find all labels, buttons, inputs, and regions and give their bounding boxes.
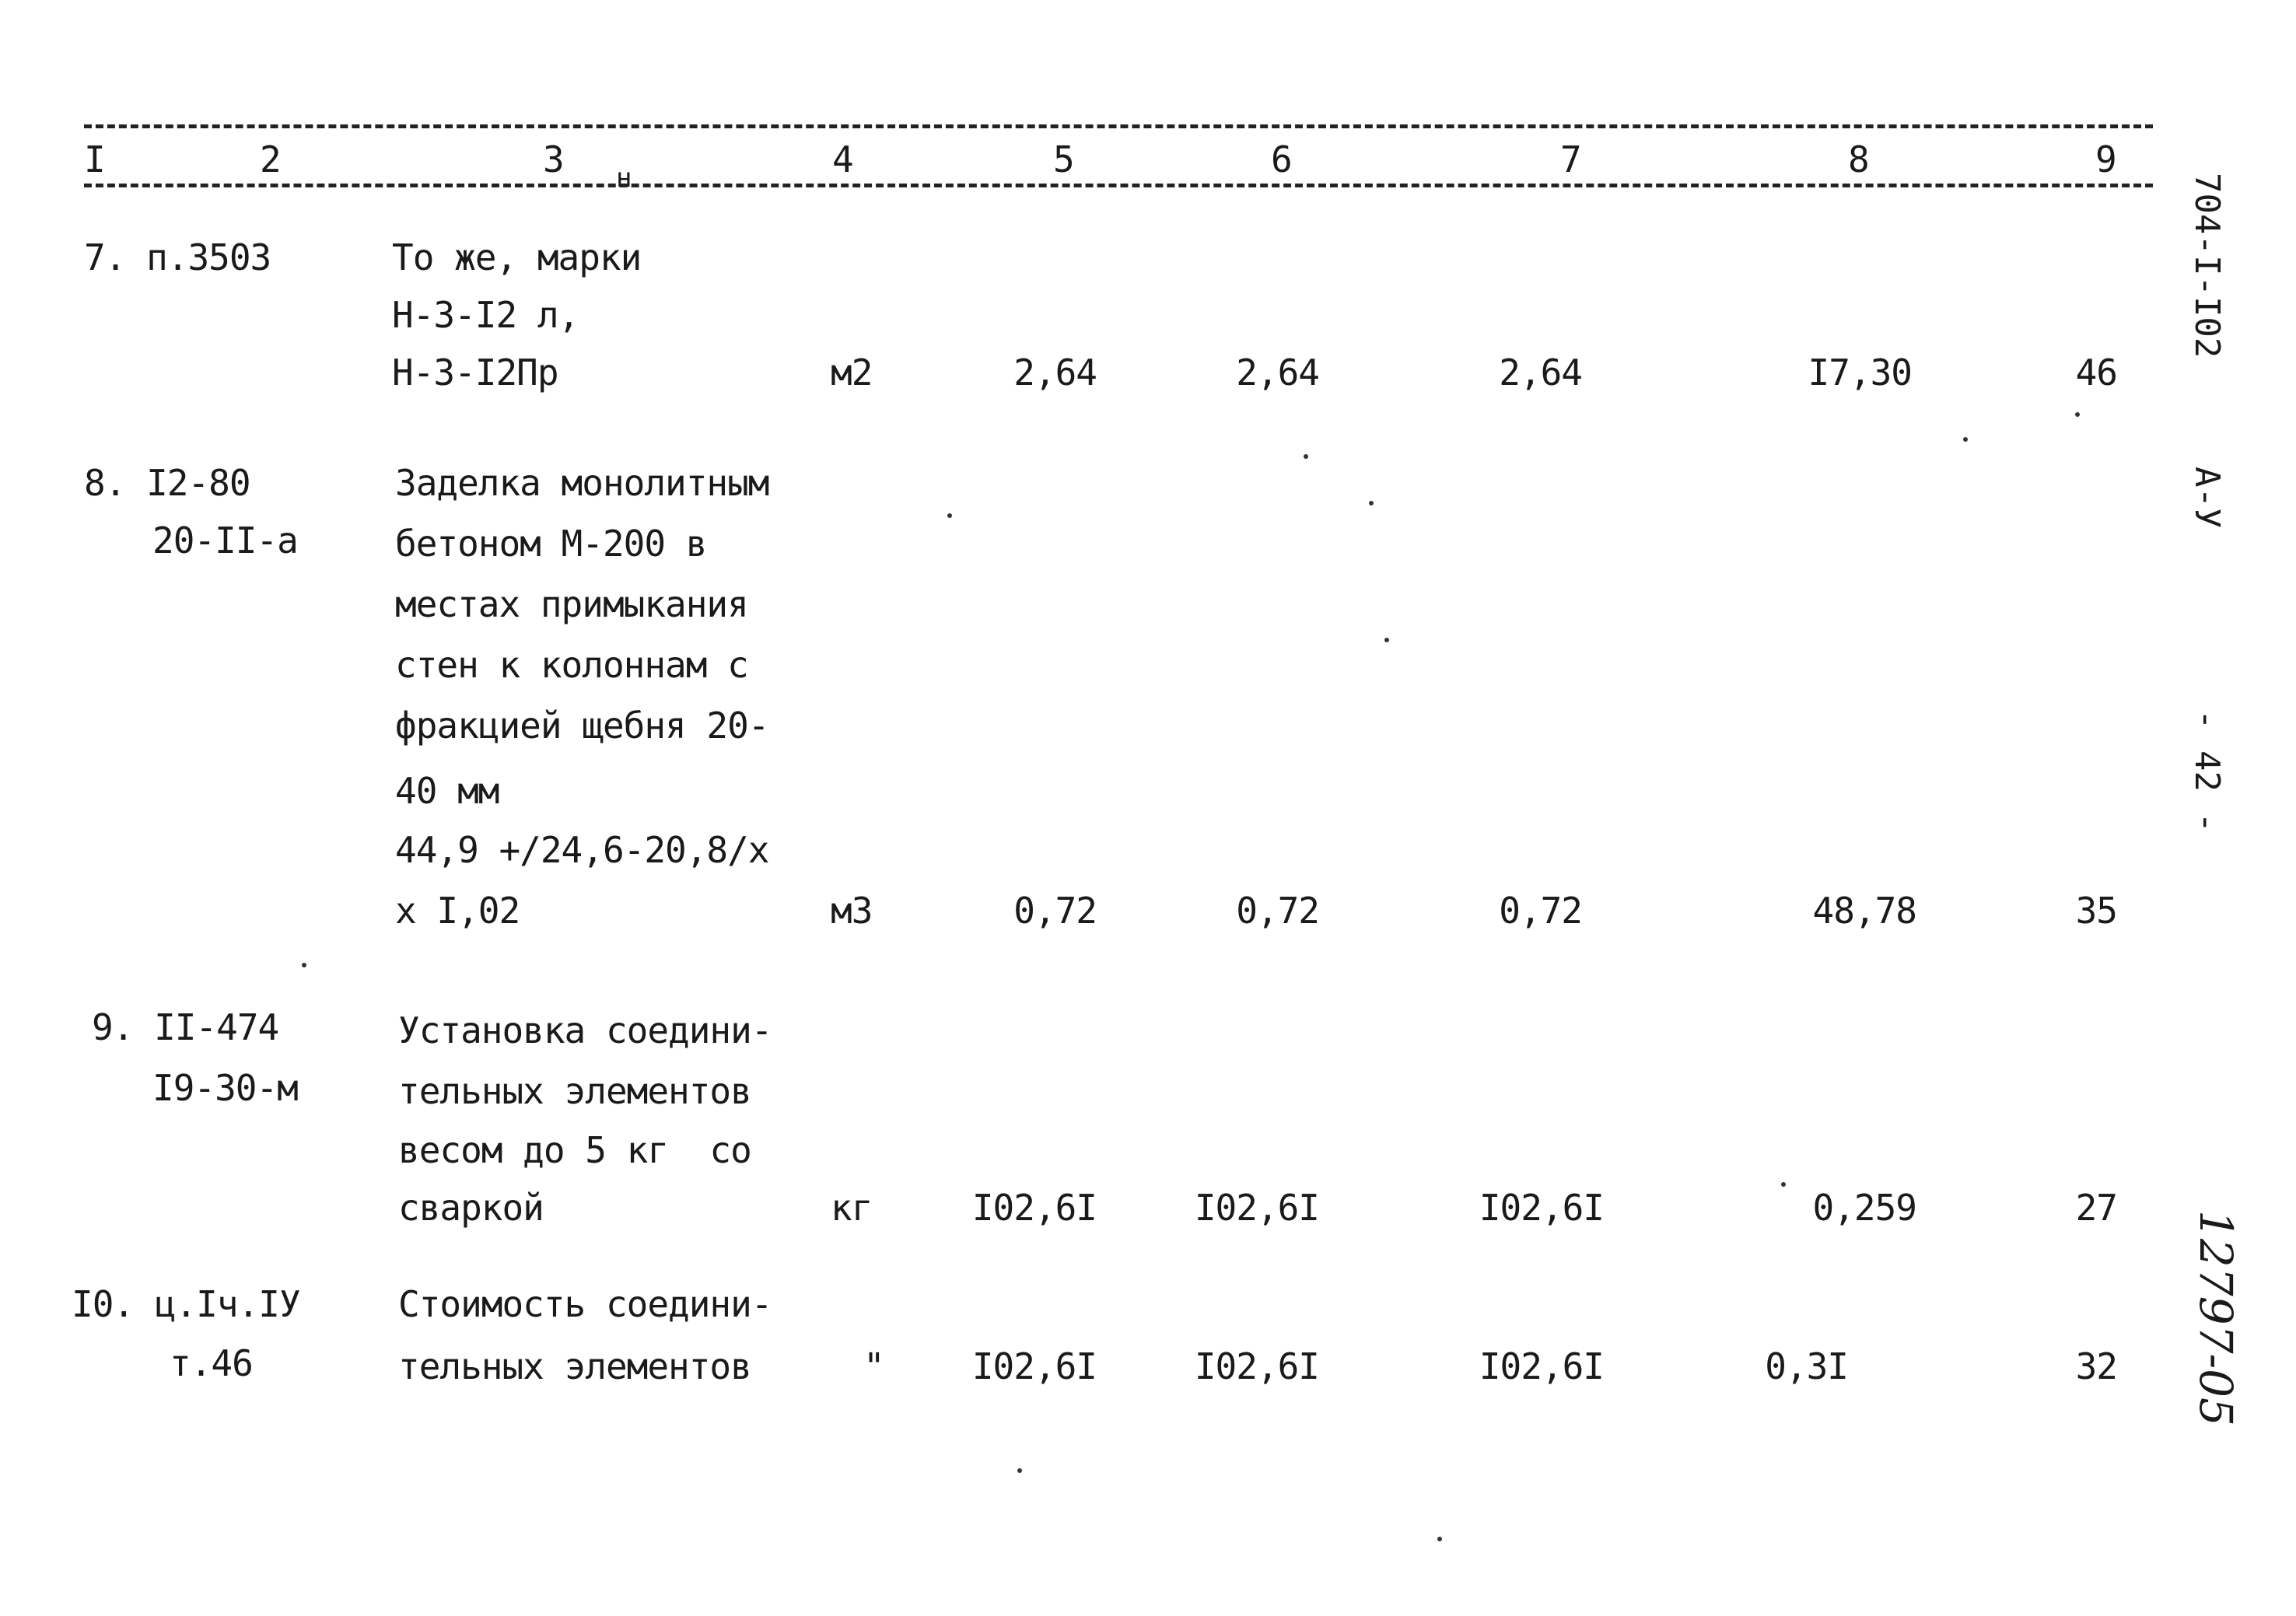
scan-speck [1963, 437, 1968, 442]
scan-speck [1437, 1537, 1442, 1541]
row-col6: I02,6I [1194, 1187, 1319, 1229]
row-unit: " [863, 1345, 884, 1387]
header-col-5: 5 [1053, 138, 1075, 180]
row-col6: 0,72 [1236, 890, 1319, 932]
row-number: 7. п.3503 [84, 236, 271, 278]
row-desc-line: весом до 5 кг со [398, 1129, 751, 1171]
row-unit: м2 [831, 352, 873, 394]
scan-speck [302, 963, 306, 967]
margin-doc-code: 704-I-I02 [2187, 173, 2227, 359]
row-code: I9-30-м [152, 1067, 298, 1109]
row-col9: 32 [2075, 1345, 2117, 1387]
header-col-4: 4 [832, 138, 854, 180]
header-col-3: 3 [543, 138, 565, 180]
margin-handwritten-number: 12797-05 [2189, 1210, 2242, 1426]
row-desc-line: тельных элементов [398, 1070, 751, 1112]
header-col-9: 9 [2095, 138, 2117, 180]
header-col-3-sub: н [616, 163, 632, 194]
row-unit: кг [831, 1187, 873, 1229]
header-col-8: 8 [1848, 138, 1870, 180]
scan-speck [1369, 501, 1374, 505]
row-desc-line: Заделка монолитным [395, 462, 769, 504]
row-col7: I02,6I [1479, 1187, 1604, 1229]
header-col-6: 6 [1271, 138, 1293, 180]
row-desc-line: Стоимость соедини- [398, 1283, 772, 1325]
row-desc-line: х I,02 [395, 890, 520, 932]
row-desc-line: 44,9 +/24,6-20,8/х [395, 829, 769, 871]
scan-speck [1384, 638, 1389, 642]
scan-speck [947, 513, 952, 518]
margin-album: А-У [2187, 467, 2227, 529]
row-col6: 2,64 [1236, 352, 1319, 394]
row-desc-line: То же, марки [392, 236, 642, 278]
row-number: 9. II-474 [92, 1006, 279, 1048]
row-desc-line: сваркой [398, 1187, 544, 1229]
row-desc-line: фракцией щебня 20- [395, 705, 769, 747]
header-col-1: I [84, 138, 106, 180]
row-desc-line: Н-3-I2 л, [392, 294, 579, 336]
scan-speck [1781, 1182, 1786, 1187]
row-col6: I02,6I [1194, 1345, 1319, 1387]
row-number: I0. ц.Iч.IУ [72, 1283, 300, 1325]
row-col8: 0,259 [1812, 1187, 1916, 1229]
row-col7: I02,6I [1479, 1345, 1604, 1387]
row-col8: I7,30 [1808, 352, 1912, 394]
row-desc-line: 40 мм [395, 770, 499, 812]
scan-speck [2075, 412, 2080, 417]
row-col9: 46 [2075, 352, 2117, 394]
row-col5: I02,6I [971, 1345, 1097, 1387]
row-desc-line: Н-3-I2Пр [392, 352, 558, 394]
row-col8: 0,3I [1765, 1345, 1848, 1387]
row-col5: 2,64 [1013, 352, 1097, 394]
row-desc-line: тельных элементов [398, 1345, 751, 1387]
header-col-2: 2 [260, 138, 282, 180]
row-col5: 0,72 [1013, 890, 1097, 932]
row-col9: 35 [2075, 890, 2117, 932]
header-top-rule [84, 124, 2153, 128]
row-col8: 48,78 [1812, 890, 1916, 932]
row-desc-line: местах примыкания [395, 583, 748, 625]
row-unit: м3 [831, 890, 873, 932]
row-col7: 2,64 [1499, 352, 1582, 394]
row-desc-line: стен к колоннам с [395, 644, 748, 686]
margin-page-number: - 42 - [2187, 709, 2227, 833]
row-code: 20-II-а [152, 519, 298, 561]
scan-speck [1304, 454, 1308, 459]
header-bottom-rule [84, 184, 2153, 187]
row-code: т.46 [170, 1342, 253, 1384]
row-col7: 0,72 [1499, 890, 1582, 932]
row-desc-line: бетоном М-200 в [395, 523, 707, 565]
row-desc-line: Установка соедини- [398, 1009, 772, 1051]
scan-speck [1017, 1468, 1022, 1473]
row-col5: I02,6I [971, 1187, 1097, 1229]
header-col-7: 7 [1560, 138, 1582, 180]
row-col9: 27 [2075, 1187, 2117, 1229]
row-number: 8. I2-80 [84, 462, 250, 504]
